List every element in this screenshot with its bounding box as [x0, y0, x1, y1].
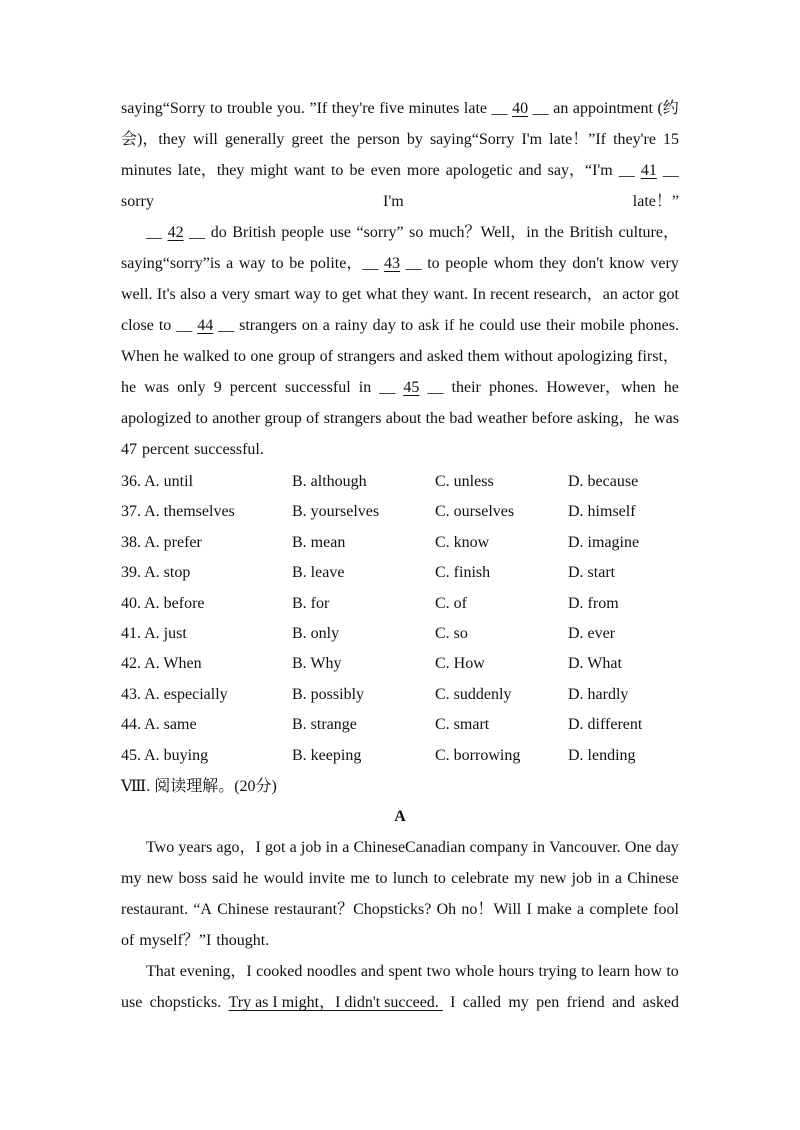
- word: apologized: [121, 410, 192, 427]
- option-c: C. so: [435, 625, 468, 642]
- option-c: C. ourselves: [435, 503, 515, 521]
- word: by: [406, 131, 423, 148]
- word: When: [121, 348, 160, 365]
- word: trying: [538, 963, 577, 980]
- blank-number: 40: [512, 100, 529, 117]
- option-a: 45. A. buying: [121, 746, 209, 764]
- word: make: [537, 901, 572, 918]
- word: he: [163, 348, 179, 365]
- word: new: [539, 870, 567, 887]
- option-c: C. How: [435, 655, 485, 673]
- word: __: [427, 379, 444, 396]
- word: another: [212, 410, 261, 427]
- word: to: [666, 963, 679, 980]
- word: person: [357, 131, 400, 148]
- word: on: [301, 317, 318, 334]
- word: they: [401, 286, 429, 303]
- word: noodles: [306, 963, 357, 980]
- option-b: B. Why: [292, 655, 342, 673]
- word: they: [539, 255, 567, 272]
- word: apologizing: [557, 348, 633, 365]
- word: job: [300, 839, 322, 856]
- text-line: [121, 899, 679, 921]
- text-line: [121, 129, 679, 151]
- option-c: C. of: [435, 594, 467, 612]
- word: in: [597, 870, 610, 887]
- word: restaurant.: [121, 901, 189, 918]
- section-title: Ⅷ. 阅读理解。(20分): [121, 778, 277, 795]
- word: a: [289, 839, 297, 856]
- word: British: [569, 224, 613, 241]
- blank-number: 42: [167, 224, 184, 241]
- underlined-sentence: Try as I might，I didn't succeed.: [228, 994, 443, 1011]
- word: complete: [589, 901, 648, 918]
- word: they're: [613, 131, 656, 148]
- word: know: [609, 255, 645, 272]
- word: was: [144, 379, 170, 396]
- option-d: D. imagine: [568, 533, 640, 551]
- word: late！”If: [549, 131, 607, 148]
- word: don't: [572, 255, 604, 272]
- word: successful.: [194, 441, 264, 458]
- word: Oh: [436, 901, 457, 918]
- option-c: C. smart: [435, 716, 490, 734]
- word: polite，__: [309, 255, 379, 272]
- word: However，when: [546, 379, 656, 396]
- word: strangers: [323, 410, 382, 427]
- word: strangers: [239, 317, 297, 334]
- word: people: [445, 255, 488, 272]
- text-line: [121, 992, 679, 1014]
- word: want.: [433, 286, 469, 303]
- word: I: [450, 994, 456, 1011]
- question-row: [121, 501, 681, 523]
- word: I: [526, 901, 532, 918]
- word: thought.: [216, 932, 270, 949]
- blank-number: 43: [383, 255, 400, 272]
- word: __: [532, 100, 549, 117]
- word: smart: [254, 286, 290, 303]
- word: generally: [224, 131, 285, 148]
- option-c: C. know: [435, 533, 490, 551]
- word: mobile: [580, 317, 625, 334]
- question-row: [121, 623, 681, 645]
- word: invite: [308, 870, 346, 887]
- word: appointment: [572, 100, 653, 117]
- option-c: C. finish: [435, 564, 491, 582]
- word: of: [121, 932, 135, 949]
- word: no！Will: [461, 901, 522, 918]
- word: to: [433, 870, 446, 887]
- text-line: [121, 160, 679, 182]
- word: only: [177, 379, 206, 396]
- word: years: [178, 839, 213, 856]
- word: me: [350, 870, 370, 887]
- question-row: [121, 684, 681, 706]
- word: to: [427, 255, 440, 272]
- option-a: 43. A. especially: [121, 685, 228, 703]
- word: use: [121, 994, 143, 1011]
- word: __: [146, 224, 162, 241]
- word: to: [581, 963, 594, 980]
- word: saying“Sorry: [429, 131, 515, 148]
- word: percent: [142, 441, 190, 458]
- word: was: [654, 410, 679, 427]
- word: pen: [536, 994, 560, 1011]
- option-d: D. start: [568, 564, 616, 582]
- option-b: B. only: [292, 625, 340, 642]
- word: 9: [213, 379, 222, 396]
- word: in: [358, 379, 372, 396]
- word: one: [250, 348, 274, 365]
- word: how: [634, 963, 662, 980]
- word: apologetic: [445, 162, 513, 179]
- word: of: [306, 410, 320, 427]
- word: to: [233, 348, 247, 365]
- option-b: B. although: [292, 473, 367, 490]
- word: they're: [331, 100, 375, 117]
- word: whom: [493, 255, 534, 272]
- word: and: [399, 348, 423, 365]
- word: day: [655, 839, 679, 856]
- word: a: [614, 870, 622, 887]
- word: company: [469, 839, 529, 856]
- word: recent: [490, 286, 530, 303]
- blank-number: 45: [403, 379, 420, 396]
- word: in: [325, 839, 339, 856]
- option-a: 41. A. just: [121, 625, 187, 642]
- word: way: [294, 286, 321, 303]
- blank-number: 44: [197, 317, 214, 334]
- text-line: [121, 284, 679, 306]
- word: Vancouver.: [549, 839, 621, 856]
- word: restaurant？Chopsticks?: [274, 901, 432, 918]
- word: and: [518, 162, 542, 179]
- word: to: [210, 100, 223, 117]
- word: group: [277, 348, 316, 365]
- question-row: [121, 653, 681, 675]
- word: first，: [637, 348, 679, 365]
- option-d: D. himself: [568, 503, 636, 521]
- word: __: [405, 255, 422, 272]
- word: my: [121, 870, 142, 887]
- option-c: C. suddenly: [435, 685, 512, 703]
- word: to: [330, 162, 344, 179]
- word: __: [176, 317, 193, 334]
- option-b: B. mean: [292, 533, 346, 551]
- word: a: [576, 901, 585, 918]
- word: I'm: [383, 193, 404, 210]
- word: minutes: [121, 162, 172, 179]
- option-b: B. yourselves: [292, 503, 380, 521]
- word: job: [571, 870, 593, 887]
- word: will: [192, 131, 218, 148]
- word: actor: [622, 286, 655, 303]
- word: successful: [284, 379, 351, 396]
- word: he: [121, 379, 137, 396]
- word: say，“I'm: [547, 162, 613, 179]
- text-line: [146, 837, 679, 859]
- word: That: [146, 963, 176, 980]
- text-line: [121, 930, 679, 952]
- word: and: [612, 994, 636, 1011]
- word: walked: [183, 348, 230, 365]
- word: Chinese: [217, 901, 269, 918]
- word: the: [544, 224, 564, 241]
- word: much？Well，in: [428, 224, 539, 241]
- word: ChineseCanadian: [353, 839, 466, 856]
- word: way: [238, 255, 266, 272]
- option-a: 44. A. same: [121, 716, 197, 734]
- word: would: [263, 870, 304, 887]
- word: be: [349, 162, 365, 179]
- word: __: [491, 100, 508, 117]
- option-d: D. different: [568, 716, 643, 734]
- option-b: B. possibly: [292, 685, 365, 703]
- word: weather: [476, 410, 528, 427]
- word: ago，I: [216, 839, 261, 856]
- word: learn: [598, 963, 630, 980]
- word: if: [444, 317, 455, 334]
- word: to: [158, 317, 172, 334]
- word: asking，he: [576, 410, 650, 427]
- question-row: [121, 593, 681, 615]
- text-line: [121, 377, 679, 399]
- word: well.: [121, 286, 153, 303]
- word: very: [221, 286, 251, 303]
- word: to: [325, 286, 338, 303]
- option-d: D. lending: [568, 746, 636, 764]
- word: “sorry”: [356, 224, 404, 241]
- option-a: 37. A. themselves: [121, 503, 235, 521]
- word: use: [329, 224, 351, 241]
- word: saying“sorry”is: [121, 255, 221, 272]
- word: phones.: [629, 317, 679, 334]
- word: more: [406, 162, 440, 179]
- text-line: [146, 961, 679, 983]
- word: saying“Sorry: [121, 100, 206, 117]
- word: their: [451, 379, 481, 396]
- word: to: [271, 255, 284, 272]
- option-a: 40. A. before: [121, 594, 205, 612]
- text-line: [121, 439, 679, 461]
- word: what: [365, 286, 397, 303]
- word: boss: [178, 870, 207, 887]
- question-row: [121, 745, 681, 767]
- word: be: [289, 255, 305, 272]
- word: got: [264, 839, 286, 856]
- option-b: B. strange: [292, 716, 357, 734]
- option-d: D. ever: [568, 625, 616, 642]
- word: get: [341, 286, 362, 303]
- word: so: [409, 224, 424, 241]
- word: One: [624, 839, 652, 856]
- word: evening，I: [179, 963, 252, 980]
- word: two: [426, 963, 451, 980]
- word: new: [146, 870, 174, 887]
- option-d: D. hardly: [568, 685, 629, 703]
- word: __: [618, 162, 635, 179]
- word: rainy: [334, 317, 368, 334]
- option-d: D. because: [568, 473, 639, 490]
- word: myself？”I: [139, 932, 212, 949]
- word: whole: [455, 963, 495, 980]
- word: a: [226, 255, 234, 272]
- word: friend: [566, 994, 605, 1011]
- word: phones.: [488, 379, 539, 396]
- word: research，an: [533, 286, 618, 303]
- word: I'm: [521, 131, 543, 148]
- word: do: [210, 224, 227, 241]
- word: It's: [156, 286, 176, 303]
- word: __: [662, 162, 679, 179]
- word: late，they: [177, 162, 245, 179]
- question-row: [121, 714, 681, 736]
- text-line: [121, 868, 679, 890]
- word: a: [210, 286, 218, 303]
- option-b: B. keeping: [292, 746, 362, 764]
- word: to: [195, 410, 208, 427]
- word: day: [372, 317, 396, 334]
- word: my: [514, 870, 535, 887]
- word: to: [400, 317, 414, 334]
- word: lunch: [392, 870, 429, 887]
- word: a: [322, 317, 330, 334]
- word: celebrate: [451, 870, 509, 887]
- word: he: [243, 870, 259, 887]
- word: strangers: [337, 348, 396, 365]
- word: people: [281, 224, 325, 241]
- word: Chinese: [627, 870, 679, 887]
- option-a: 38. A. prefer: [121, 533, 202, 551]
- word: and: [360, 963, 385, 980]
- word: my: [508, 994, 529, 1011]
- word: asked: [642, 994, 679, 1011]
- word: an: [553, 100, 569, 117]
- text-line: [121, 191, 679, 213]
- word: fool: [653, 901, 679, 918]
- word: late: [463, 100, 487, 117]
- question-row: [121, 532, 681, 554]
- word: British: [232, 224, 276, 241]
- word: them: [467, 348, 500, 365]
- word: chopsticks.: [149, 994, 222, 1011]
- option-b: B. leave: [292, 564, 345, 582]
- question-row: [121, 562, 681, 584]
- word: even: [370, 162, 401, 179]
- word: spent: [388, 963, 423, 980]
- word: close: [121, 317, 154, 334]
- word: minutes: [408, 100, 460, 117]
- word: a: [342, 839, 350, 856]
- word: ask: [418, 317, 440, 334]
- blank-number: 41: [640, 162, 657, 179]
- word: Two: [146, 839, 175, 856]
- word: 会)，they: [121, 131, 186, 148]
- word: hours: [498, 963, 535, 980]
- word: use: [519, 317, 542, 334]
- text-line: [121, 253, 679, 275]
- word: about: [385, 410, 422, 427]
- word: without: [504, 348, 553, 365]
- option-d: D. What: [568, 655, 622, 673]
- word: in: [532, 839, 545, 856]
- text-line: [121, 315, 679, 337]
- word: very: [650, 255, 679, 272]
- text-line: [121, 408, 679, 430]
- word: you.: [276, 100, 305, 117]
- text-line: [121, 98, 679, 120]
- word: before: [531, 410, 573, 427]
- word: __: [218, 317, 235, 334]
- word: 47: [121, 441, 137, 458]
- option-a: 36. A. until: [121, 473, 194, 490]
- word: __: [189, 224, 206, 241]
- text-line: [121, 346, 679, 368]
- option-b: B. for: [292, 594, 330, 612]
- word: five: [379, 100, 405, 117]
- word: their: [545, 317, 576, 334]
- word: 15: [663, 131, 679, 148]
- option-c: C. unless: [435, 473, 494, 490]
- word: ”If: [309, 100, 328, 117]
- word: got: [658, 286, 679, 303]
- word: (约: [657, 100, 679, 117]
- question-row: [121, 471, 681, 493]
- word: In: [472, 286, 486, 303]
- option-a: 42. A. When: [121, 655, 202, 673]
- word: called: [462, 994, 501, 1011]
- word: “A: [193, 901, 212, 918]
- word: might: [250, 162, 288, 179]
- option-d: D. from: [568, 594, 619, 612]
- word: the: [425, 410, 446, 427]
- word: of: [319, 348, 333, 365]
- word: said: [212, 870, 238, 887]
- word: the: [330, 131, 351, 148]
- word: greet: [291, 131, 324, 148]
- text-line: [146, 222, 679, 244]
- word: want: [293, 162, 325, 179]
- word: bad: [449, 410, 473, 427]
- word: he: [663, 379, 679, 396]
- word: __: [379, 379, 396, 396]
- word: sorry: [121, 193, 154, 210]
- option-c: C. borrowing: [435, 746, 521, 764]
- option-a: 39. A. stop: [121, 564, 191, 582]
- passage-title: A: [394, 808, 406, 825]
- word: cooked: [256, 963, 303, 980]
- word: he: [459, 317, 475, 334]
- word: also: [180, 286, 206, 303]
- word: trouble: [227, 100, 273, 117]
- word: could: [479, 317, 515, 334]
- word: percent: [229, 379, 277, 396]
- word: late！”: [632, 193, 679, 210]
- word: group: [264, 410, 302, 427]
- word: culture，: [618, 224, 679, 241]
- word: asked: [426, 348, 464, 365]
- word: to: [375, 870, 388, 887]
